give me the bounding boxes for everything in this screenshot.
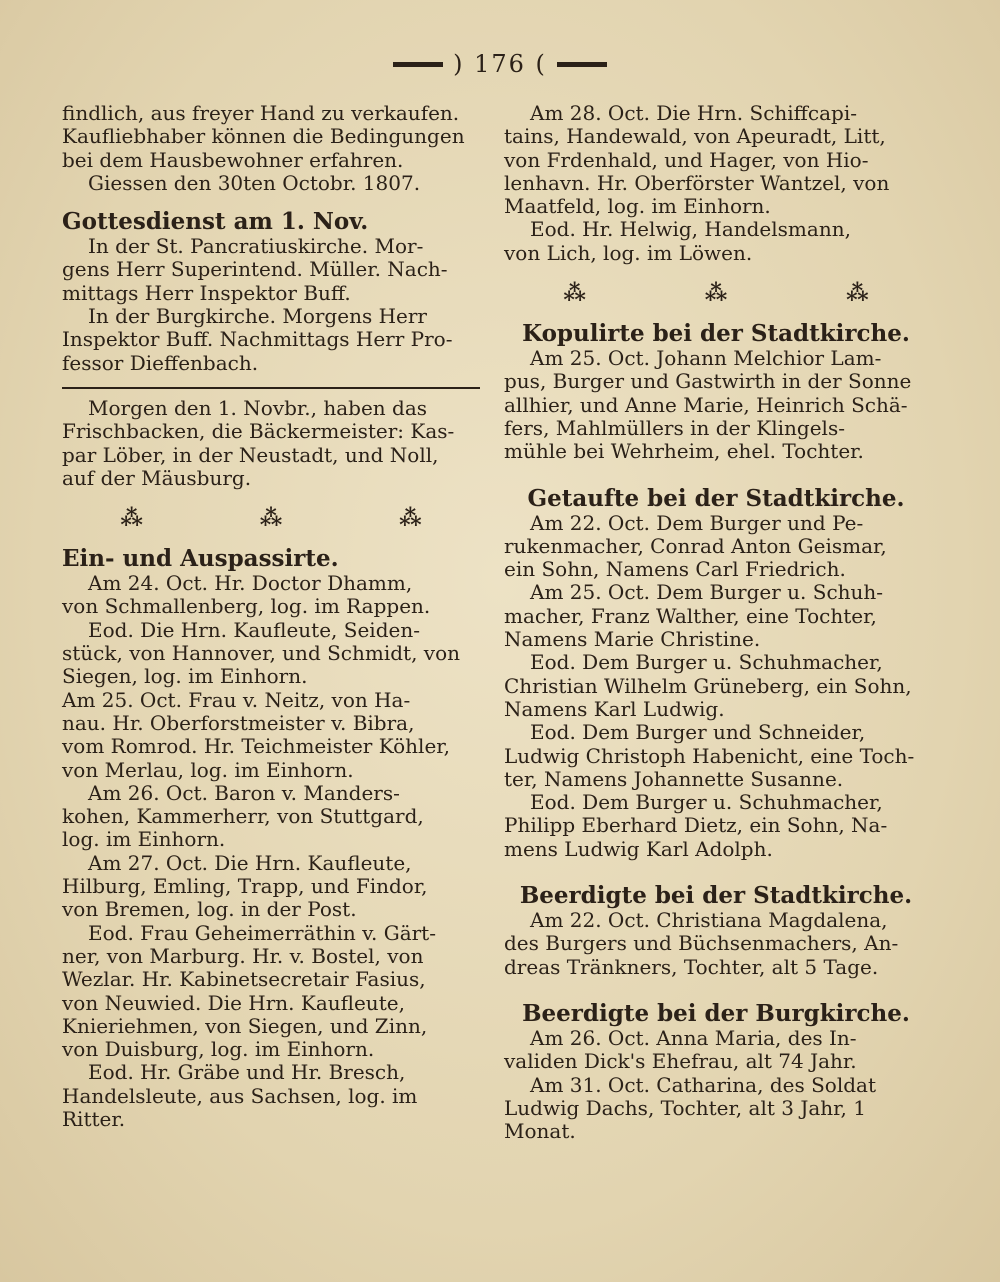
- text-line: mens Ludwig Karl Adolph.: [504, 836, 773, 861]
- section-baeckerei: [62, 397, 480, 490]
- section-kopulirte: [504, 347, 928, 463]
- text-line: tains, Handewald, von Apeuradt, Litt,: [504, 124, 886, 149]
- text-line: Am 25. Oct. Frau v. Neitz, von Ha-: [62, 687, 411, 712]
- asterism-icon: ⁂: [846, 280, 869, 307]
- text-line: Eod. Dem Burger und Schneider,: [530, 720, 866, 745]
- page-number: ) 176 (: [453, 50, 547, 78]
- text-line: pus, Burger und Gastwirth in der Sonne: [504, 369, 912, 394]
- text-line: In der St. Pancratiuskirche. Mor-: [88, 234, 424, 259]
- text-line: Eod. Die Hrn. Kaufleute, Seiden-: [88, 617, 420, 642]
- text-line: von Neuwied. Die Hrn. Kaufleute,: [62, 990, 405, 1015]
- text-line: Eod. Hr. Helwig, Handelsmann,: [530, 217, 851, 242]
- asterism-icon: ⁂: [704, 280, 728, 307]
- text-line: rukenmacher, Conrad Anton Geismar,: [504, 533, 887, 558]
- text-line: ner, von Marburg. Hr. v. Bostel, von: [62, 943, 424, 968]
- text-line: Am 27. Oct. Die Hrn. Kaufleute,: [88, 850, 412, 875]
- text-line: Eod. Dem Burger u. Schuhmacher,: [530, 650, 883, 675]
- text-line: Eod. Hr. Gräbe und Hr. Bresch,: [88, 1060, 406, 1085]
- text-line: gens Herr Superintend. Müller. Nach-: [62, 257, 448, 282]
- text-line: Monat.: [504, 1119, 576, 1144]
- text-line: des Burgers und Büchsenmachers, An-: [504, 931, 899, 956]
- text-line: Hilburg, Emling, Trapp, und Findor,: [62, 874, 428, 899]
- text-line: Am 25. Oct. Dem Burger u. Schuh-: [530, 580, 884, 605]
- section-beerdigte-burg: [504, 1027, 928, 1143]
- text-line: Am 22. Oct. Dem Burger und Pe-: [530, 510, 864, 535]
- text-line: ein Sohn, Namens Carl Friedrich.: [504, 557, 846, 582]
- section-title-getaufte: Getaufte bei der Stadtkirche.: [527, 484, 905, 512]
- intro-notice: [62, 102, 480, 195]
- text-line: von Bremen, log. in der Post.: [62, 897, 357, 922]
- text-line: Am 26. Oct. Anna Maria, des In-: [530, 1025, 857, 1050]
- text-line: von Lich, log. im Löwen.: [504, 240, 753, 265]
- asterism-divider: [504, 273, 928, 313]
- text-line: Am 26. Oct. Baron v. Manders-: [88, 780, 400, 805]
- text-line: par Löber, in der Neustadt, und Noll,: [62, 442, 439, 467]
- section-title-beerdigte-stadt: Beerdigte bei der Stadtkirche.: [519, 882, 913, 910]
- text-line: mühle bei Wehrheim, ehel. Tochter.: [504, 439, 864, 464]
- text-line: Ludwig Christoph Habenicht, eine Toch-: [504, 743, 915, 768]
- text-line: von Frdenhald, und Hager, von Hio-: [504, 147, 869, 172]
- text-line: Am 28. Oct. Die Hrn. Schiffcapi-: [530, 101, 857, 125]
- text-line: fessor Dieffenbach.: [62, 350, 259, 375]
- asterism-icon: ⁂: [399, 505, 422, 532]
- header-dash-left: [393, 62, 443, 67]
- header-dash-right: [557, 62, 607, 67]
- section-title-gottesdienst: Gottesdienst am 1. Nov.: [62, 208, 369, 236]
- text-line: Knieriehmen, von Siegen, und Zinn,: [62, 1013, 428, 1038]
- text-line: In der Burgkirche. Morgens Herr: [88, 304, 427, 329]
- text-line: mittags Herr Inspektor Buff.: [62, 280, 351, 305]
- text-line: bei dem Hausbewohner erfahren.: [62, 147, 404, 172]
- text-line: nau. Hr. Oberforstmeister v. Bibra,: [62, 710, 415, 735]
- text-line: Wezlar. Hr. Kabinetsecretair Fasius,: [62, 967, 426, 992]
- text-line: Eod. Dem Burger u. Schuhmacher,: [530, 790, 883, 815]
- section-beerdigte-stadt: [504, 909, 928, 979]
- text-line: Am 25. Oct. Johann Melchior Lam-: [530, 346, 882, 371]
- page-header: [0, 44, 1000, 84]
- text-line: dreas Tränkners, Tochter, alt 5 Tage.: [504, 954, 879, 979]
- section-title-passirte: Ein- und Auspassirte.: [62, 545, 339, 573]
- asterism-icon: ⁂: [259, 505, 283, 532]
- right-column: [504, 102, 928, 1143]
- text-line: Kaufliebhaber können die Bedingungen: [62, 124, 465, 149]
- text-line: validen Dick's Ehefrau, alt 74 Jahr.: [504, 1049, 857, 1074]
- text-line: Frischbacken, die Bäckermeister: Kas-: [62, 419, 455, 444]
- text-line: Namens Karl Ludwig.: [504, 696, 725, 721]
- text-line: Maatfeld, log. im Einhorn.: [504, 194, 771, 219]
- section-gottesdienst: [62, 235, 480, 375]
- text-line: vom Romrod. Hr. Teichmeister Köhler,: [62, 734, 450, 759]
- text-line: log. im Einhorn.: [62, 827, 226, 852]
- section-passirte: [62, 572, 480, 1131]
- text-line: ter, Namens Johannette Susanne.: [504, 766, 844, 791]
- text-line: Handelsleute, aus Sachsen, log. im: [62, 1083, 418, 1108]
- text-line: Namens Marie Christine.: [504, 627, 761, 652]
- divider-rule: [62, 387, 480, 389]
- text-line: Am 31. Oct. Catharina, des Soldat: [530, 1072, 876, 1097]
- text-line: Am 24. Oct. Hr. Doctor Dhamm,: [88, 571, 413, 596]
- text-line: von Schmallenberg, log. im Rappen.: [62, 594, 431, 619]
- asterism-divider: [62, 498, 480, 538]
- text-line: Am 22. Oct. Christiana Magdalena,: [530, 908, 888, 933]
- text-line: allhier, und Anne Marie, Heinrich Schä-: [504, 392, 908, 417]
- section-title-beerdigte-burg: Beerdigte bei der Burgkirche.: [522, 999, 910, 1027]
- text-line: Morgen den 1. Novbr., haben das: [88, 395, 428, 420]
- asterism-icon: ⁂: [120, 505, 143, 532]
- text-line: von Duisburg, log. im Einhorn.: [62, 1037, 375, 1062]
- text-line: kohen, Kammerherr, von Stuttgard,: [62, 804, 424, 829]
- section-title-kopulirte: Kopulirte bei der Stadtkirche.: [522, 320, 910, 348]
- text-line: macher, Franz Walther, eine Tochter,: [504, 603, 877, 628]
- text-line: findlich, aus freyer Hand zu verkaufen.: [62, 101, 460, 125]
- asterism-icon: ⁂: [563, 280, 586, 307]
- text-line: Philipp Eberhard Dietz, ein Sohn, Na-: [504, 813, 888, 838]
- text-line: stück, von Hannover, und Schmidt, von: [62, 641, 461, 666]
- text-line: Eod. Frau Geheimerräthin v. Gärt-: [88, 920, 436, 945]
- text-line: Siegen, log. im Einhorn.: [62, 664, 308, 689]
- left-column: [62, 102, 480, 1131]
- text-line: auf der Mäusburg.: [62, 465, 252, 490]
- text-line: von Merlau, log. im Einhorn.: [62, 757, 354, 782]
- section-passirte-continued: [504, 102, 928, 265]
- text-line: Ludwig Dachs, Tochter, alt 3 Jahr, 1: [504, 1095, 866, 1120]
- text-line: Christian Wilhelm Grüneberg, ein Sohn,: [504, 673, 912, 698]
- text-line: Ritter.: [62, 1106, 126, 1131]
- text-line: Inspektor Buff. Nachmittags Herr Pro-: [62, 327, 453, 352]
- text-line: lenhavn. Hr. Oberförster Wantzel, von: [504, 170, 890, 195]
- dateline: Giessen den 30ten Octobr. 1807.: [88, 170, 421, 195]
- section-getaufte: [504, 512, 928, 861]
- text-line: fers, Mahlmüllers in der Klingels-: [504, 415, 845, 440]
